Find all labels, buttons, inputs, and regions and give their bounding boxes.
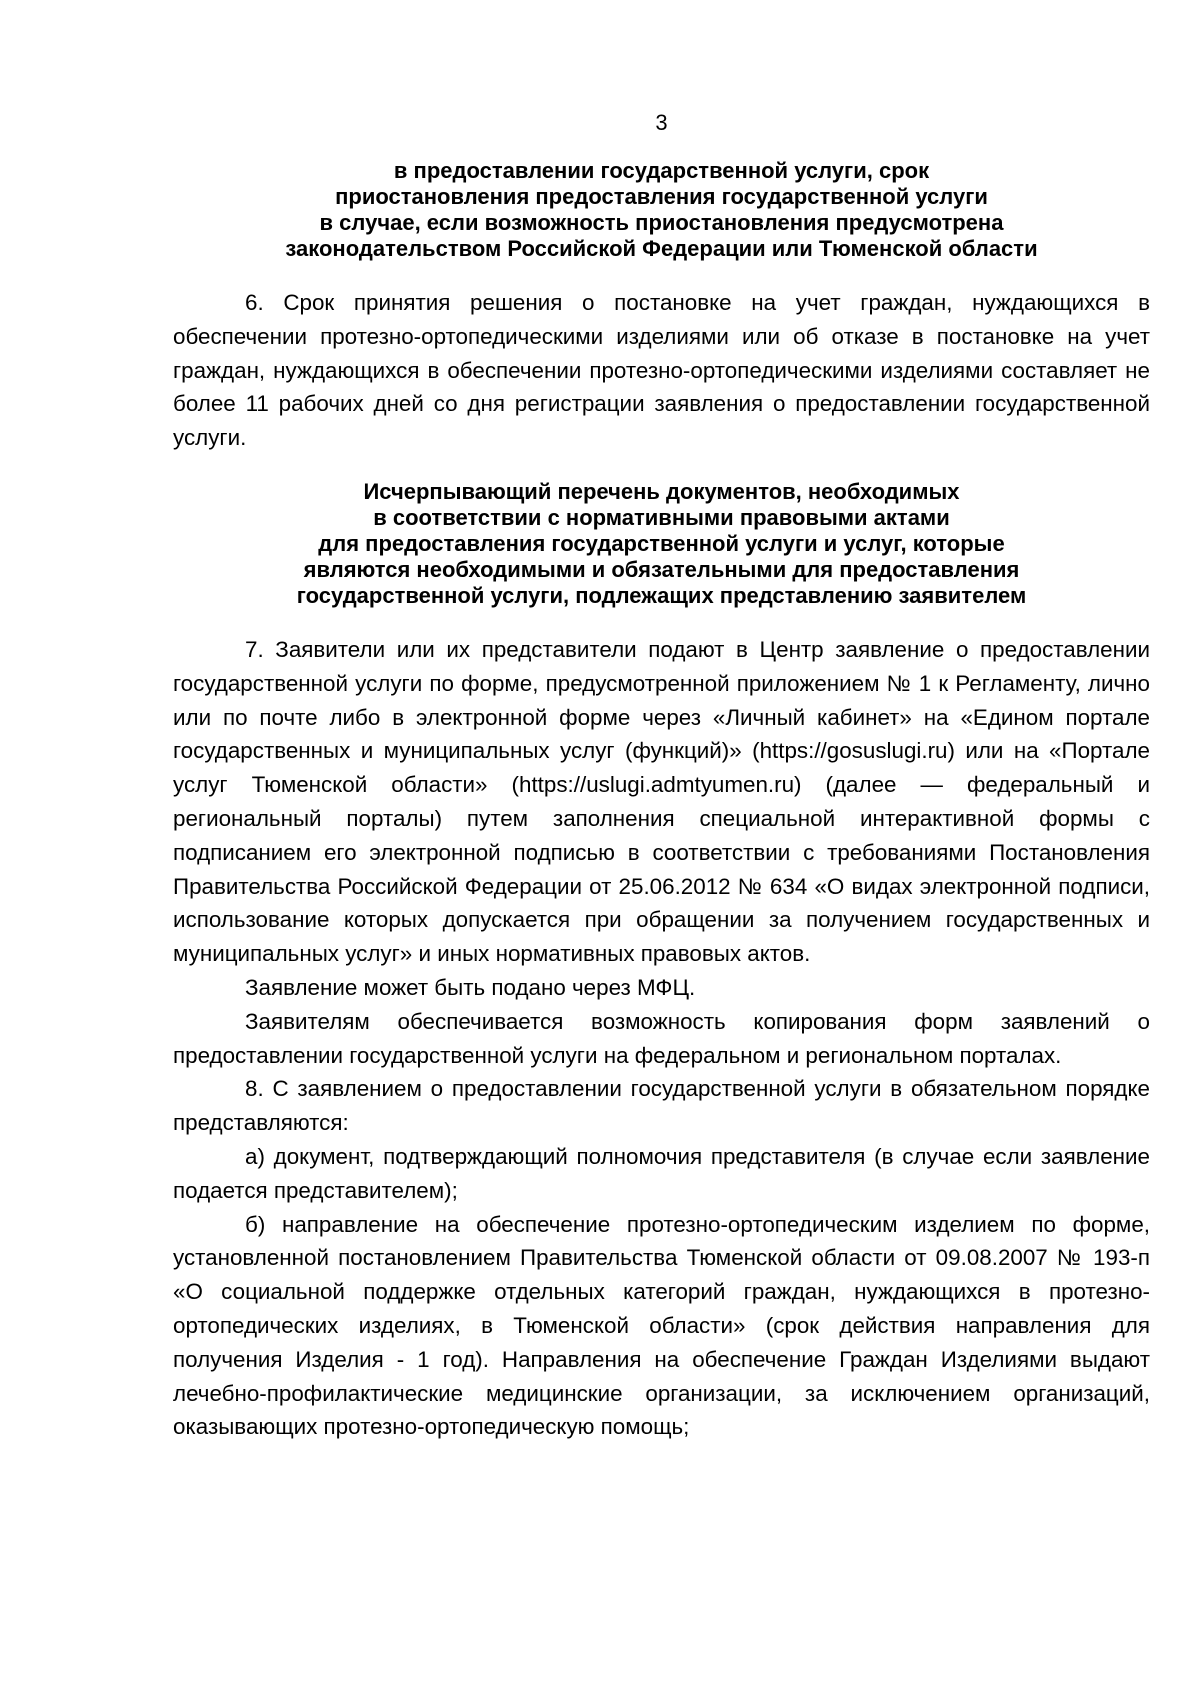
heading-line: в предоставлении государственной услуги, срок [393,158,930,183]
section-heading-documents-list [173,479,1150,609]
heading-line: являются необходимыми и обязательными для предоставления [303,556,1020,582]
heading-line: в случае, если возможность приостановления предусмотрена [319,210,1004,235]
paragraph-8: 8. С заявлением о предоставлении государственной услуги в обязательном порядке представляются: [173,1076,1150,1136]
document-page [173,108,1150,1444]
heading-line: законодательством Российской Федерации или Тюменской области [285,236,1038,261]
paragraph-8a: а) документ, подтверждающий полномочия представителя (в случае если заявление подается представителем); [173,1143,1150,1203]
heading-line: Исчерпывающий перечень документов, необходимых [363,478,960,504]
paragraph-8b: б) направление на обеспечение протезно-ортопедическим изделием по форме, установленной постановлением Правительства Тюменской области от 09.08.2007 № 193-п «О социальной поддержке отдельных категорий граждан, нуждающихся в протезно-ортопедических изделиях, в Тюменской области» (срок действия направления для получения Изделия - 1 год). Направления на обеспечение Граждан Изделиями выдают лечебно-профилактические медицинские организации, за исключением организаций, оказывающих протезно-ортопедическую помощь; [173,1211,1150,1440]
paragraph-6: 6. Срок принятия решения о постановке на учет граждан, нуждающихся в обеспечении протезно-ортопедическими изделиями или об отказе в постановке на учет граждан, нуждающихся в обеспечении протезно-ортопедическими изделиями составляет не более 11 рабочих дней со дня регистрации заявления о предоставлении государственной услуги. [173,290,1150,451]
paragraph-form-copy: Заявителям обеспечивается возможность копирования форм заявлений о предоставлении государственной услуги на федеральном и региональном порталах. [173,1008,1150,1068]
page-number: 3 [655,110,668,135]
heading-line: в соответствии с нормативными правовыми актами [373,504,950,530]
heading-line: государственной услуги, подлежащих представлению заявителем [296,582,1027,608]
heading-line: для предоставления государственной услуги и услуг, которые [318,530,1005,556]
heading-line: приостановления предоставления государственной услуги [335,184,988,209]
paragraph-mfc: Заявление может быть подано через МФЦ. [245,974,696,1000]
paragraph-7: 7. Заявители или их представители подают в Центр заявление о предоставлении государственной услуги по форме, предусмотренной приложением № 1 к Регламенту, лично или по почте либо в электронной форме через «Личный кабинет» на «Едином портале государственных и муниципальных услуг (функций)» (https://gosuslugi.ru) или на «Портале услуг Тюменской области» (https://uslugi.admtyumen.ru) (далее — федеральный и региональный порталы) путем заполнения специальной интерактивной формы с подписанием его электронной подписью в соответствии с требованиями Постановления Правительства Российской Федерации от 25.06.2012 № 634 «О видах электронной подписи, использование которых допускается при обращении за получением государственных и муниципальных услуг» и иных нормативных правовых актов. [173,636,1150,967]
section-heading-suspension-terms [173,158,1150,262]
